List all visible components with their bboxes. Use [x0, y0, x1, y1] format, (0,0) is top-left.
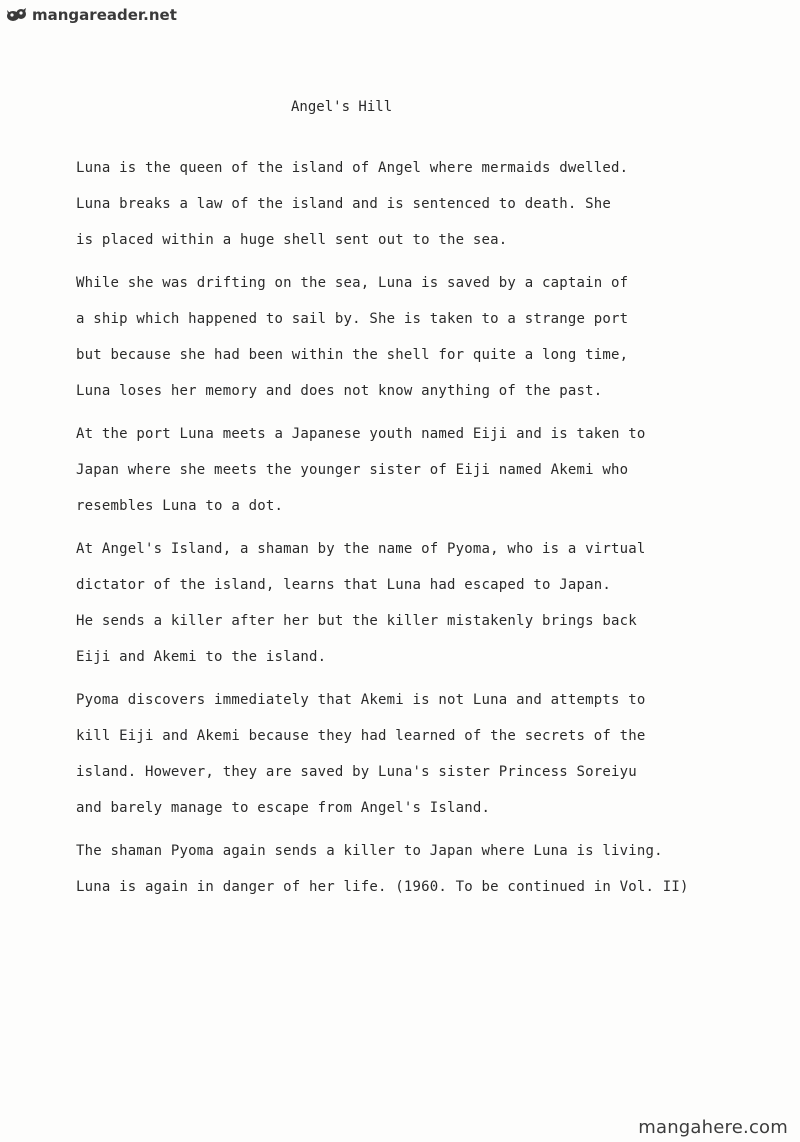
text-line: At the port Luna meets a Japanese youth named Eiji and is taken to — [76, 426, 646, 442]
text-line: Luna loses her memory and does not know anything of the past. — [76, 383, 603, 399]
page-title: Angel's Hill — [291, 99, 393, 115]
paragraph-3 — [76, 416, 776, 524]
text-line: resembles Luna to a dot. — [76, 498, 284, 514]
paragraph-6 — [76, 833, 776, 905]
text-line: kill Eiji and Akemi because they had learned of the secrets of the — [76, 728, 646, 744]
paragraph-2 — [76, 265, 776, 409]
text-line: At Angel's Island, a shaman by the name of Pyoma, who is a virtual — [76, 541, 646, 557]
text-line: Japan where she meets the younger sister of Eiji named Akemi who — [76, 462, 629, 478]
text-line: island. However, they are saved by Luna's sister Princess Soreiyu — [76, 764, 637, 780]
text-line: dictator of the island, learns that Luna had escaped to Japan. — [76, 577, 611, 593]
text-line: He sends a killer after her but the killer mistakenly brings back — [76, 613, 637, 629]
text-line: Luna breaks a law of the island and is sentenced to death. She — [76, 196, 611, 212]
text-line: The shaman Pyoma again sends a killer to Japan where Luna is living. — [76, 843, 663, 859]
text-line: Luna is again in danger of her life. (1960. To be continued in Vol. II) — [76, 879, 689, 895]
watermark-bottom: mangahere.com — [638, 1117, 788, 1138]
text-line: Pyoma discovers immediately that Akemi is not Luna and attempts to — [76, 692, 646, 708]
text-line: and barely manage to escape from Angel's Island. — [76, 800, 491, 816]
text-line: is placed within a huge shell sent out to the sea. — [76, 232, 508, 248]
text-line: Luna is the queen of the island of Angel where mermaids dwelled. — [76, 160, 629, 176]
text-line: Eiji and Akemi to the island. — [76, 649, 327, 665]
paragraph-4 — [76, 531, 776, 675]
text-line: a ship which happened to sail by. She is taken to a strange port — [76, 311, 629, 327]
mascot-logo-icon — [6, 7, 28, 23]
watermark-top — [6, 6, 177, 24]
paragraph-5 — [76, 682, 776, 826]
watermark-top-text: mangareader.net — [32, 6, 177, 24]
paragraph-1 — [76, 150, 776, 258]
text-line: but because she had been within the shell for quite a long time, — [76, 347, 629, 363]
text-line: While she was drifting on the sea, Luna is saved by a captain of — [76, 275, 629, 291]
summary-body — [76, 150, 776, 905]
